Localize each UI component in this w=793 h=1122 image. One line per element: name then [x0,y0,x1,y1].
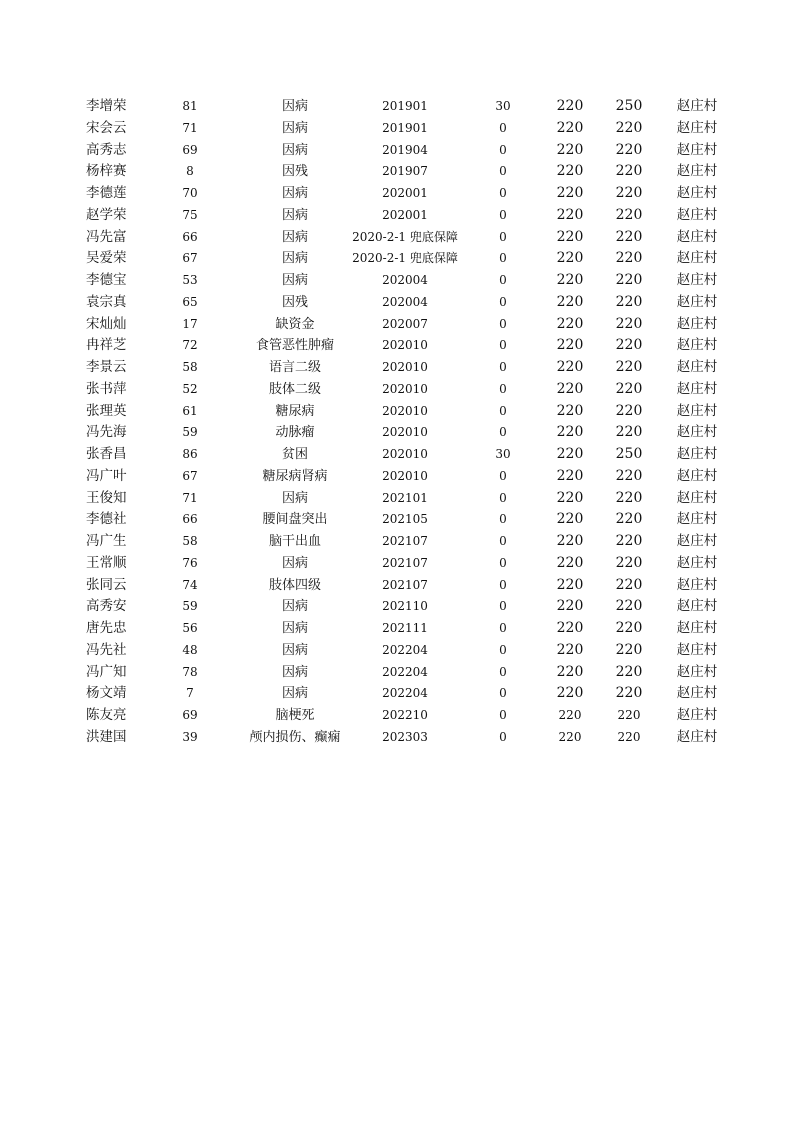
cell-supplement: 0 [499,490,507,505]
cell-name: 洪建国 [86,728,127,745]
cell-base-amount: 220 [556,554,584,571]
table-row [0,401,793,423]
cell-supplement: 0 [499,186,507,200]
cell-village: 赵庄村 [676,380,718,397]
cell-age: 39 [182,729,198,744]
cell-village: 赵庄村 [676,206,718,223]
cell-date: 202010 [382,468,428,483]
cell-village: 赵庄村 [676,641,718,658]
cell-name: 冯广生 [86,533,127,549]
cell-reason: 贫困 [281,447,308,462]
cell-village: 赵庄村 [676,315,718,332]
table-row [0,357,793,379]
cell-village: 赵庄村 [676,185,718,201]
cell-total-amount: 220 [615,554,643,571]
cell-date: 202105 [382,512,428,527]
cell-name: 王俊知 [86,489,127,506]
cell-name: 李德宝 [86,272,127,288]
cell-village: 赵庄村 [676,250,718,267]
cell-village: 赵庄村 [676,598,718,615]
cell-date: 202004 [382,294,428,309]
cell-village: 赵庄村 [676,489,718,506]
cell-age: 78 [182,664,198,679]
cell-base-amount: 220 [556,337,584,354]
cell-name: 李德社 [86,511,127,528]
cell-base-amount: 220 [556,228,584,245]
cell-age: 7 [186,686,194,701]
cell-date: 201901 [382,120,428,135]
cell-reason: 因残 [281,164,308,180]
cell-total-amount: 220 [615,185,643,201]
cell-reason: 因病 [281,642,308,658]
table-row [0,705,793,727]
cell-total-amount: 220 [615,424,643,441]
cell-base-amount: 220 [556,663,584,680]
cell-total-amount: 220 [615,620,643,636]
cell-date: 201907 [382,164,428,179]
cell-base-amount: 220 [556,533,584,549]
table-row [0,618,793,640]
cell-age: 58 [182,534,198,548]
cell-reason: 因病 [281,621,308,636]
cell-village: 赵庄村 [676,424,718,441]
cell-village: 赵庄村 [676,620,718,636]
cell-base-amount: 220 [556,511,584,528]
cell-age: 8 [186,164,194,179]
cell-reason: 脑梗死 [275,708,315,723]
cell-date: 202010 [382,425,428,440]
cell-base-amount: 220 [558,708,582,722]
cell-supplement: 0 [499,251,507,266]
cell-total-amount: 220 [615,359,643,375]
cell-supplement: 0 [499,120,507,135]
cell-reason: 腰间盘突出 [262,512,328,528]
table-row [0,248,793,270]
cell-supplement: 0 [499,686,507,701]
cell-total-amount: 220 [617,729,641,744]
cell-supplement: 0 [499,621,507,635]
cell-base-amount: 220 [556,598,584,615]
cell-date: 202010 [382,360,428,374]
table-row [0,161,793,183]
cell-name: 冯广叶 [86,467,127,484]
cell-name: 宋会云 [86,119,127,136]
cell-total-amount: 220 [615,489,643,506]
cell-village: 赵庄村 [676,663,718,680]
cell-total-amount: 220 [615,598,643,615]
cell-supplement: 0 [499,642,507,657]
cell-reason: 语言二级 [268,360,321,375]
cell-base-amount: 220 [556,359,584,375]
cell-age: 70 [182,186,198,200]
cell-reason: 因病 [281,186,308,201]
cell-base-amount: 220 [556,402,584,419]
table-row [0,640,793,662]
cell-village: 赵庄村 [676,511,718,528]
cell-reason: 因病 [281,599,308,615]
cell-total-amount: 220 [615,467,643,484]
cell-date: 202210 [382,708,428,722]
cell-supplement: 0 [499,468,507,483]
cell-reason: 颅内损伤、癫痫 [249,729,341,745]
table-row [0,183,793,205]
cell-name: 吴爱荣 [86,250,127,267]
cell-village: 赵庄村 [676,554,718,571]
cell-total-amount: 220 [615,641,643,658]
cell-age: 56 [182,621,198,635]
cell-name: 冯先社 [86,641,127,658]
cell-age: 71 [182,490,198,505]
table-row [0,596,793,618]
cell-reason: 肢体四级 [268,577,321,593]
cell-date: 202004 [382,273,428,287]
cell-name: 赵学荣 [86,206,127,223]
cell-village: 赵庄村 [676,446,718,462]
cell-reason: 因病 [281,142,308,158]
cell-supplement: 0 [499,381,507,396]
cell-total-amount: 220 [615,533,643,549]
cell-supplement: 0 [499,142,507,157]
cell-supplement: 0 [499,403,507,418]
table-row [0,444,793,466]
cell-village: 赵庄村 [676,402,718,419]
cell-reason: 因残 [281,294,308,310]
cell-village: 赵庄村 [676,337,718,354]
cell-name: 唐先忠 [86,620,127,636]
cell-age: 69 [182,142,198,157]
cell-date: 202010 [382,338,428,353]
cell-supplement: 0 [499,425,507,440]
cell-reason: 因病 [281,251,308,267]
cell-base-amount: 220 [556,163,584,180]
cell-age: 81 [182,99,198,113]
cell-date: 202001 [382,186,428,200]
cell-supplement: 0 [499,164,507,179]
cell-supplement: 0 [499,534,507,548]
cell-name: 张同云 [86,576,127,593]
cell-age: 67 [182,468,198,483]
cell-name: 陈友亮 [86,707,127,723]
cell-age: 17 [182,316,198,331]
cell-name: 李景云 [86,359,127,375]
cell-date: 202303 [382,729,428,744]
table-row [0,727,793,749]
table-row [0,335,793,357]
cell-base-amount: 220 [556,489,584,506]
cell-name: 李增荣 [86,98,127,114]
cell-total-amount: 220 [615,272,643,288]
cell-name: 张香昌 [86,446,127,462]
cell-reason: 动脉瘤 [275,425,315,441]
cell-supplement: 0 [499,207,507,222]
cell-base-amount: 220 [556,576,584,593]
cell-supplement: 0 [499,577,507,592]
cell-age: 53 [182,273,198,287]
cell-total-amount: 220 [615,402,643,419]
cell-date: 202010 [382,403,428,418]
cell-date: 2020-2-1 兜底保障 [352,251,458,266]
cell-date: 202101 [382,490,428,505]
cell-age: 65 [182,294,198,309]
cell-age: 52 [182,381,198,396]
cell-village: 赵庄村 [676,141,718,158]
cell-supplement: 0 [499,555,507,570]
cell-reason: 因病 [281,229,308,245]
cell-reason: 食管恶性肿瘤 [255,338,334,354]
cell-base-amount: 220 [556,272,584,288]
cell-date: 202204 [382,664,428,679]
cell-name: 张理英 [86,402,127,419]
cell-total-amount: 220 [615,315,643,332]
table-row [0,422,793,444]
cell-village: 赵庄村 [676,685,718,702]
cell-total-amount: 220 [615,206,643,223]
cell-reason: 因病 [281,664,308,680]
cell-reason: 因病 [281,99,308,114]
table-row [0,662,793,684]
cell-name: 杨梓赛 [86,163,127,180]
cell-age: 76 [182,555,198,570]
cell-age: 86 [182,447,198,461]
cell-date: 202007 [382,316,428,331]
cell-base-amount: 220 [556,641,584,658]
cell-date: 2020-2-1 兜底保障 [352,229,458,244]
cell-total-amount: 250 [615,98,643,114]
cell-name: 高秀安 [86,598,127,615]
cell-base-amount: 220 [556,315,584,332]
cell-total-amount: 220 [615,576,643,593]
cell-name: 冯广知 [86,663,127,680]
cell-base-amount: 220 [556,620,584,636]
cell-reason: 因病 [281,120,308,136]
cell-total-amount: 220 [615,250,643,267]
cell-total-amount: 220 [615,380,643,397]
cell-base-amount: 220 [556,446,584,462]
cell-reason: 因病 [281,207,308,223]
cell-age: 66 [182,229,198,244]
table-row [0,575,793,597]
cell-age: 48 [182,642,198,657]
cell-reason: 糖尿病 [275,403,315,419]
cell-total-amount: 220 [615,511,643,528]
cell-reason: 因病 [281,273,308,288]
cell-total-amount: 220 [615,685,643,702]
cell-village: 赵庄村 [676,728,718,745]
roster-table [0,96,793,749]
cell-reason: 因病 [281,686,308,702]
cell-age: 67 [182,251,198,266]
cell-date: 202107 [382,555,428,570]
cell-name: 高秀志 [86,141,127,158]
cell-name: 张书萍 [86,380,127,397]
cell-village: 赵庄村 [676,163,718,180]
cell-age: 61 [182,403,198,418]
cell-date: 202001 [382,207,428,222]
table-row [0,553,793,575]
cell-supplement: 0 [499,338,507,353]
cell-supplement: 0 [499,729,507,744]
cell-supplement: 30 [495,99,511,113]
table-row [0,314,793,336]
table-row [0,292,793,314]
cell-date: 201904 [382,142,428,157]
cell-reason: 因病 [281,490,308,506]
cell-age: 72 [182,338,198,353]
cell-base-amount: 220 [556,206,584,223]
table-row [0,227,793,249]
cell-date: 202107 [382,534,428,548]
cell-reason: 因病 [281,555,308,571]
cell-base-amount: 220 [556,98,584,114]
cell-total-amount: 220 [617,708,641,722]
cell-base-amount: 220 [556,141,584,158]
cell-reason: 肢体二级 [268,381,321,397]
cell-base-amount: 220 [556,293,584,310]
cell-total-amount: 220 [615,163,643,180]
cell-village: 赵庄村 [676,359,718,375]
cell-name: 袁宗真 [86,293,127,310]
cell-name: 冯先富 [86,228,127,245]
table-row [0,118,793,140]
cell-age: 74 [182,577,198,592]
cell-date: 202110 [382,599,428,614]
cell-supplement: 0 [499,316,507,331]
table-row [0,509,793,531]
cell-name: 杨文靖 [86,685,127,702]
cell-supplement: 0 [499,273,507,287]
table-row [0,488,793,510]
cell-supplement: 0 [499,708,507,722]
cell-total-amount: 220 [615,228,643,245]
cell-supplement: 0 [499,664,507,679]
cell-base-amount: 220 [556,250,584,267]
cell-total-amount: 220 [615,293,643,310]
cell-total-amount: 250 [615,446,643,462]
cell-total-amount: 220 [615,663,643,680]
cell-name: 冉祥芝 [86,337,127,354]
cell-base-amount: 220 [556,424,584,441]
cell-date: 202107 [382,577,428,592]
table-row [0,140,793,162]
cell-base-amount: 220 [556,380,584,397]
cell-village: 赵庄村 [676,707,718,723]
table-row [0,531,793,553]
cell-name: 冯先海 [86,424,127,441]
cell-total-amount: 220 [615,337,643,354]
cell-village: 赵庄村 [676,119,718,136]
table-row [0,205,793,227]
cell-reason: 糖尿病肾病 [262,468,328,484]
cell-village: 赵庄村 [676,467,718,484]
cell-base-amount: 220 [556,685,584,702]
table-row [0,466,793,488]
cell-supplement: 0 [499,294,507,309]
cell-reason: 缺资金 [275,316,315,332]
cell-age: 66 [182,512,198,527]
cell-base-amount: 220 [556,185,584,201]
cell-date: 202010 [382,381,428,396]
cell-date: 201901 [382,99,428,113]
cell-supplement: 0 [499,512,507,527]
cell-date: 202010 [382,447,428,461]
cell-age: 75 [182,207,198,222]
cell-base-amount: 220 [558,729,582,744]
cell-village: 赵庄村 [676,533,718,549]
cell-total-amount: 220 [615,141,643,158]
cell-date: 202204 [382,642,428,657]
cell-name: 李德莲 [86,185,127,201]
cell-supplement: 30 [495,447,511,461]
table-row [0,96,793,118]
cell-age: 59 [182,599,198,614]
cell-age: 71 [182,120,198,135]
cell-village: 赵庄村 [676,293,718,310]
table-row [0,683,793,705]
cell-supplement: 0 [499,229,507,244]
cell-name: 王常顺 [86,554,127,571]
cell-village: 赵庄村 [676,576,718,593]
cell-village: 赵庄村 [676,272,718,288]
cell-age: 58 [182,360,198,374]
cell-base-amount: 220 [556,119,584,136]
cell-supplement: 0 [499,360,507,374]
cell-village: 赵庄村 [676,98,718,114]
cell-base-amount: 220 [556,467,584,484]
cell-age: 69 [182,708,198,722]
table-row [0,379,793,401]
cell-total-amount: 220 [615,119,643,136]
cell-date: 202111 [382,621,428,635]
cell-name: 宋灿灿 [86,315,127,332]
table-row [0,270,793,292]
cell-reason: 脑干出血 [268,534,321,549]
cell-date: 202204 [382,686,428,701]
cell-age: 59 [182,425,198,440]
cell-village: 赵庄村 [676,228,718,245]
cell-supplement: 0 [499,599,507,614]
